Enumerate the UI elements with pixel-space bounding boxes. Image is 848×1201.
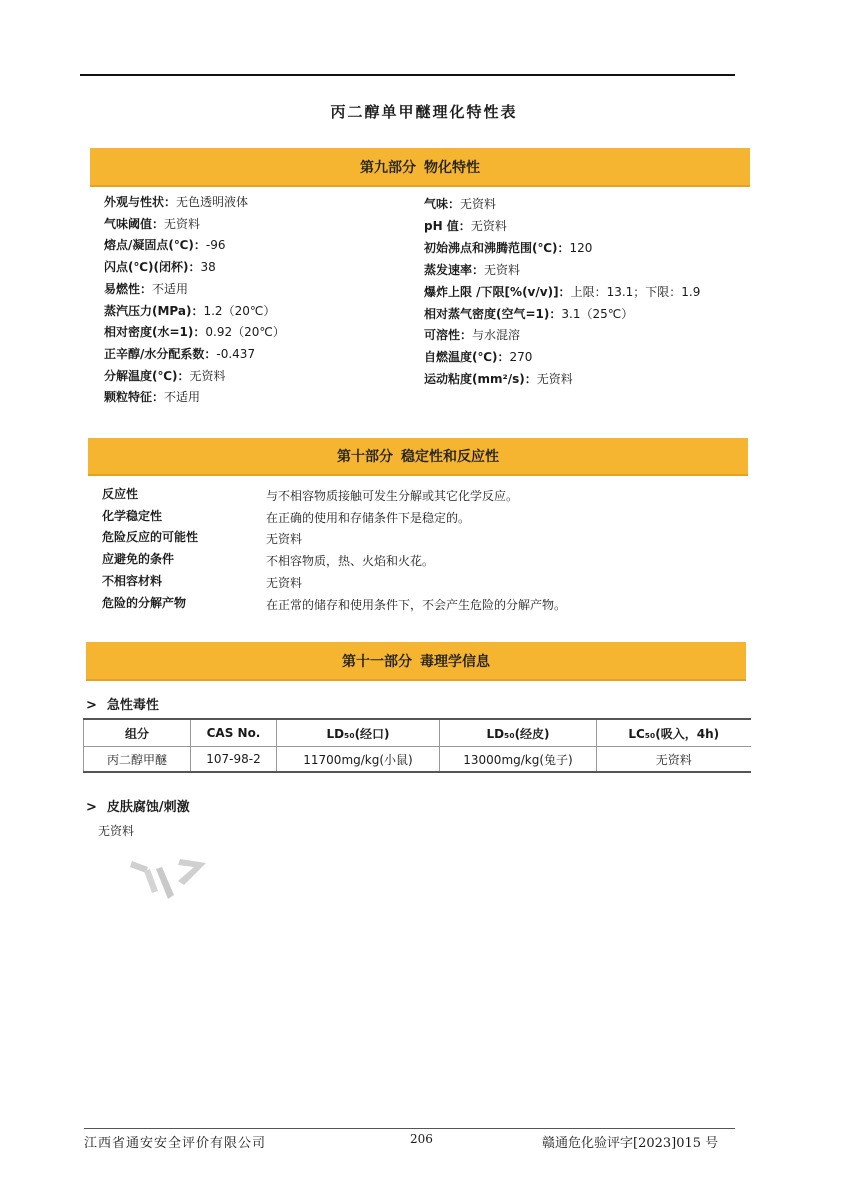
section11-number: 第十一部分: [342, 653, 412, 670]
footer-rule: [84, 1128, 735, 1129]
col-header-ld50-dermal: LD₅₀(经皮): [440, 719, 597, 747]
skin-corrosion-heading: > 皮肤腐蚀/刺激: [86, 800, 190, 815]
chemical-stability-label: 化学稳定性: [102, 509, 163, 523]
prop-solubility: 可溶性：与水混溶: [424, 328, 521, 342]
prop-partition-coefficient: 正辛醇/水分配系数：-0.437: [104, 347, 256, 361]
section11-name: 毒理学信息: [420, 653, 490, 670]
prop-vapor-density: 相对蒸气密度(空气=1)：3.1（25℃）: [424, 307, 634, 321]
prop-appearance: 外观与性状：无色透明液体: [104, 195, 249, 209]
prop-flash-point: 闪点(℃)(闭杯)：38: [104, 260, 216, 274]
section10-number: 第十部分: [337, 449, 393, 465]
decomposition-products-value: 在正常的储存和使用条件下，不会产生危险的分解产物。: [266, 598, 567, 612]
prop-vapor-pressure: 蒸汽压力(MPa)：1.2（20℃）: [104, 304, 276, 318]
cell-ld50-oral: 11700mg/kg(小鼠): [277, 747, 440, 773]
table-row: [84, 747, 751, 773]
prop-odor: 气味：无资料: [424, 197, 497, 211]
section10-banner: [88, 438, 748, 476]
incompatible-materials-value: 无资料: [266, 576, 303, 590]
footer-page-number: 206: [410, 1132, 433, 1146]
reactivity-value: 与不相容物质接触可发生分解或其它化学反应。: [266, 489, 519, 503]
document-title: 丙二醇单甲醚理化特性表: [330, 103, 518, 121]
incompatible-materials-label: 不相容材料: [102, 574, 163, 588]
prop-particle-characteristics: 颗粒特征：不适用: [104, 390, 201, 404]
prop-evaporation-rate: 蒸发速率：无资料: [424, 263, 521, 277]
conditions-to-avoid-value: 不相容物质，热、火焰和火花。: [266, 554, 435, 568]
prop-boiling-point: 初始沸点和沸腾范围(℃)：120: [424, 241, 593, 255]
col-header-ld50-oral: LD₅₀(经口): [277, 719, 440, 747]
chevron-right-icon: >: [86, 800, 97, 815]
prop-kinematic-viscosity: 运动粘度(mm²/s)：无资料: [424, 372, 573, 386]
cell-lc50-inhalation: 无资料: [597, 747, 751, 773]
acute-toxicity-table: [83, 718, 751, 773]
prop-decomposition-temp: 分解温度(℃)：无资料: [104, 369, 226, 383]
cell-cas: 107-98-2: [191, 747, 277, 773]
prop-relative-density: 相对密度(水=1)：0.92（20℃）: [104, 325, 285, 339]
hazardous-reactions-label: 危险反应的可能性: [102, 530, 199, 544]
section11-banner: [86, 642, 746, 681]
chevron-right-icon: >: [86, 698, 97, 713]
cell-component: 丙二醇甲醚: [84, 747, 191, 773]
prop-explosive-limits: 爆炸上限 /下限[%(v/v)]：上限：13.1；下限：1.9: [424, 285, 701, 299]
section9-banner: [90, 148, 750, 187]
reactivity-label: 反应性: [102, 487, 139, 501]
footer-doc-number: 赣通危化验评字[2023]015 号: [542, 1136, 719, 1151]
footer-company: 江西省通安安全评价有限公司: [84, 1136, 267, 1151]
acute-toxicity-heading: > 急性毒性: [86, 698, 159, 713]
conditions-to-avoid-label: 应避免的条件: [102, 552, 175, 566]
section10-name: 稳定性和反应性: [401, 449, 499, 465]
skin-corrosion-value: 无资料: [98, 824, 135, 838]
cell-ld50-dermal: 13000mg/kg(兔子): [440, 747, 597, 773]
prop-ph: pH 值：无资料: [424, 219, 507, 233]
col-header-cas: CAS No.: [191, 719, 277, 747]
section9-name: 物化特性: [424, 159, 480, 176]
scan-mark-icon: [128, 855, 208, 905]
prop-autoignition-temp: 自燃温度(℃)：270: [424, 350, 533, 364]
decomposition-products-label: 危险的分解产物: [102, 596, 187, 610]
prop-melting-point: 熔点/凝固点(℃)：-96: [104, 238, 226, 252]
prop-flammability: 易燃性：不适用: [104, 282, 189, 296]
col-header-component: 组分: [84, 719, 191, 747]
col-header-lc50-inhalation: LC₅₀(吸入，4h): [597, 719, 751, 747]
prop-odor-threshold: 气味阈值：无资料: [104, 217, 201, 231]
section9-number: 第九部分: [360, 159, 416, 176]
hazardous-reactions-value: 无资料: [266, 532, 303, 546]
table-header-row: [84, 719, 751, 747]
chemical-stability-value: 在正确的使用和存储条件下是稳定的。: [266, 511, 471, 525]
header-rule: [80, 74, 735, 76]
